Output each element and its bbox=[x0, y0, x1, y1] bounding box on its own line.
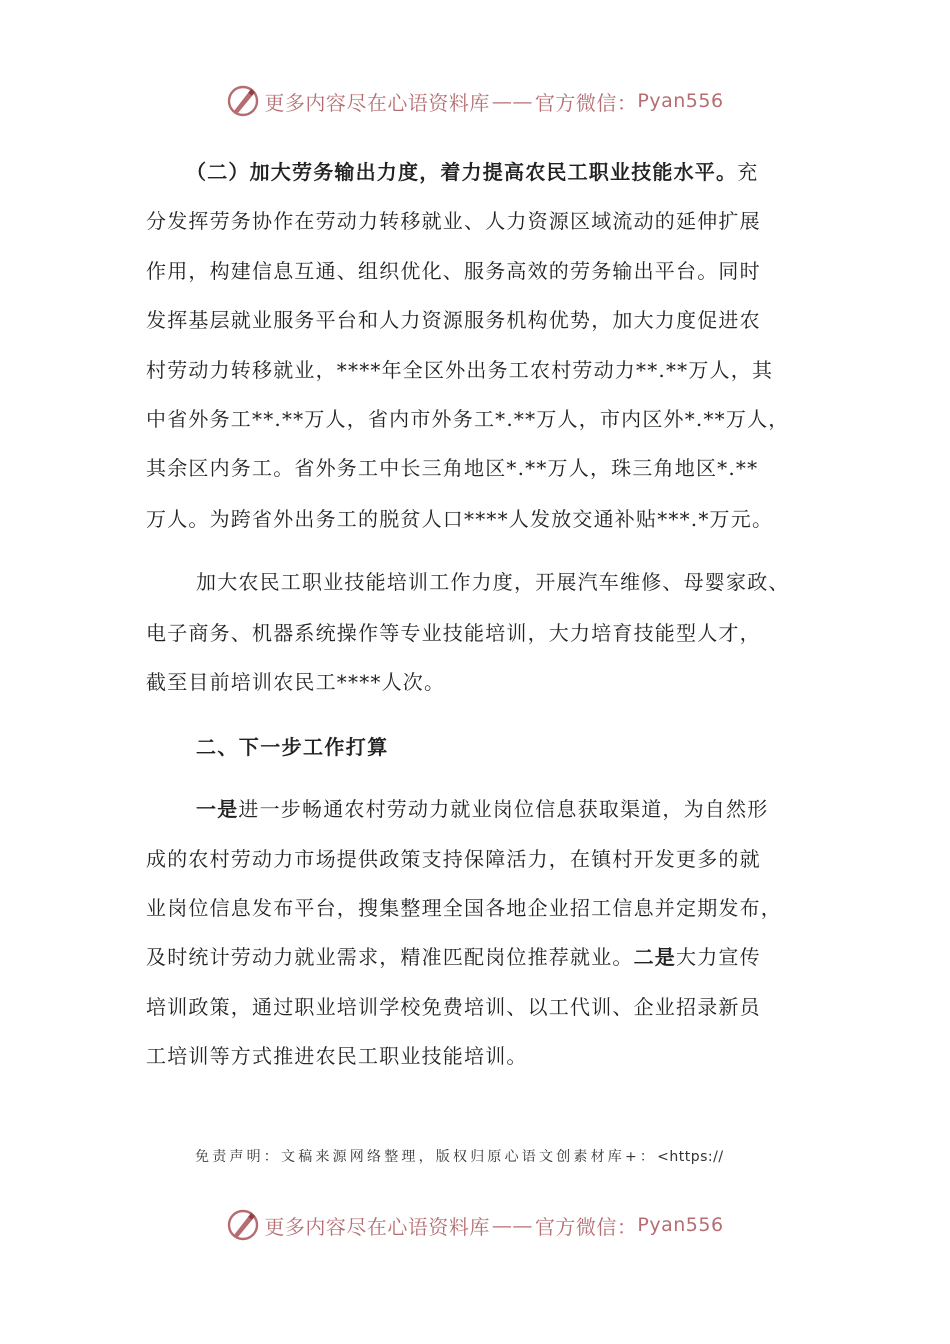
pen-nib-icon bbox=[226, 1208, 260, 1242]
watermark-text: 更多内容尽在心语资料库 bbox=[264, 90, 490, 115]
watermark-wechat-label: 官方微信： bbox=[534, 1214, 638, 1239]
paragraph-line: 万人。为跨省外出务工的脱贫人口****人发放交通补贴***.*万元。 bbox=[146, 507, 774, 531]
first-point-text: 进一步畅通农村劳动力就业岗位信息获取渠道，为自然形 bbox=[238, 797, 769, 821]
second-point-text: 大力宣传 bbox=[676, 945, 761, 969]
second-point-label: 二是 bbox=[633, 945, 677, 969]
disclaimer bbox=[195, 1146, 724, 1166]
paragraph-line: 加大农民工职业技能培训工作力度，开展汽车维修、母婴家政、 bbox=[196, 570, 790, 594]
disclaimer-url[interactable]: <https:// bbox=[657, 1149, 724, 1165]
paragraph-line: 村劳动力转移就业，****年全区外出务工农村劳动力**.**万人，其 bbox=[146, 358, 774, 382]
paragraph-line: 工培训等方式推进农民工职业技能培训。 bbox=[146, 1044, 528, 1068]
paragraph-line: 截至目前培训农民工****人次。 bbox=[146, 670, 446, 694]
section-lead-continuation: 充 bbox=[737, 160, 759, 184]
watermark-wechat-label: 官方微信： bbox=[534, 90, 638, 115]
footer-watermark bbox=[0, 1208, 950, 1242]
disclaimer-text: 免责声明：文稿来源网络整理，版权归原心语文创素材库+： bbox=[195, 1149, 658, 1165]
section-heading: 二、下一步工作打算 bbox=[196, 735, 389, 759]
pen-nib-icon bbox=[226, 84, 260, 118]
paragraph-line bbox=[186, 158, 758, 186]
watermark-wechat-id: Pyan556 bbox=[637, 90, 724, 112]
first-point-label: 一是 bbox=[196, 797, 239, 821]
paragraph-line: 培训政策，通过职业培训学校免费培训、以工代训、企业招录新员 bbox=[146, 995, 761, 1019]
paragraph-line: 中省外务工**.**万人，省内市外务工*.**万人，市内区外*.**万人， bbox=[146, 407, 790, 431]
section-lead-heading: （二）加大劳务输出力度，着力提高农民工职业技能水平。 bbox=[186, 160, 738, 184]
paragraph-line: 成的农村劳动力市场提供政策支持保障活力，在镇村开发更多的就 bbox=[146, 847, 761, 871]
paragraph-line bbox=[196, 795, 768, 823]
paragraph-line: 其余区内务工。省外务工中长三角地区*.**万人，珠三角地区*.** bbox=[146, 456, 759, 480]
paragraph-line: 发挥基层就业服务平台和人力资源服务机构优势，加大力度促进农 bbox=[146, 308, 761, 332]
paragraph-line: 作用，构建信息互通、组织优化、服务高效的劳务输出平台。同时 bbox=[146, 259, 761, 283]
watermark-text: 更多内容尽在心语资料库 bbox=[264, 1214, 490, 1239]
paragraph-line bbox=[146, 943, 761, 971]
first-point-text-end: 及时统计劳动力就业需求，精准匹配岗位推荐就业。 bbox=[146, 945, 634, 969]
paragraph-line: 分发挥劳务协作在劳动力转移就业、人力资源区域流动的延伸扩展 bbox=[146, 209, 761, 233]
watermark-separator: —— bbox=[491, 1213, 533, 1237]
header-watermark bbox=[0, 84, 950, 118]
paragraph-line: 业岗位信息发布平台，搜集整理全国各地企业招工信息并定期发布， bbox=[146, 896, 782, 920]
watermark-separator: —— bbox=[491, 89, 533, 113]
paragraph-line: 电子商务、机器系统操作等专业技能培训，大力培育技能型人才， bbox=[146, 621, 761, 645]
watermark-wechat-id: Pyan556 bbox=[637, 1214, 724, 1236]
